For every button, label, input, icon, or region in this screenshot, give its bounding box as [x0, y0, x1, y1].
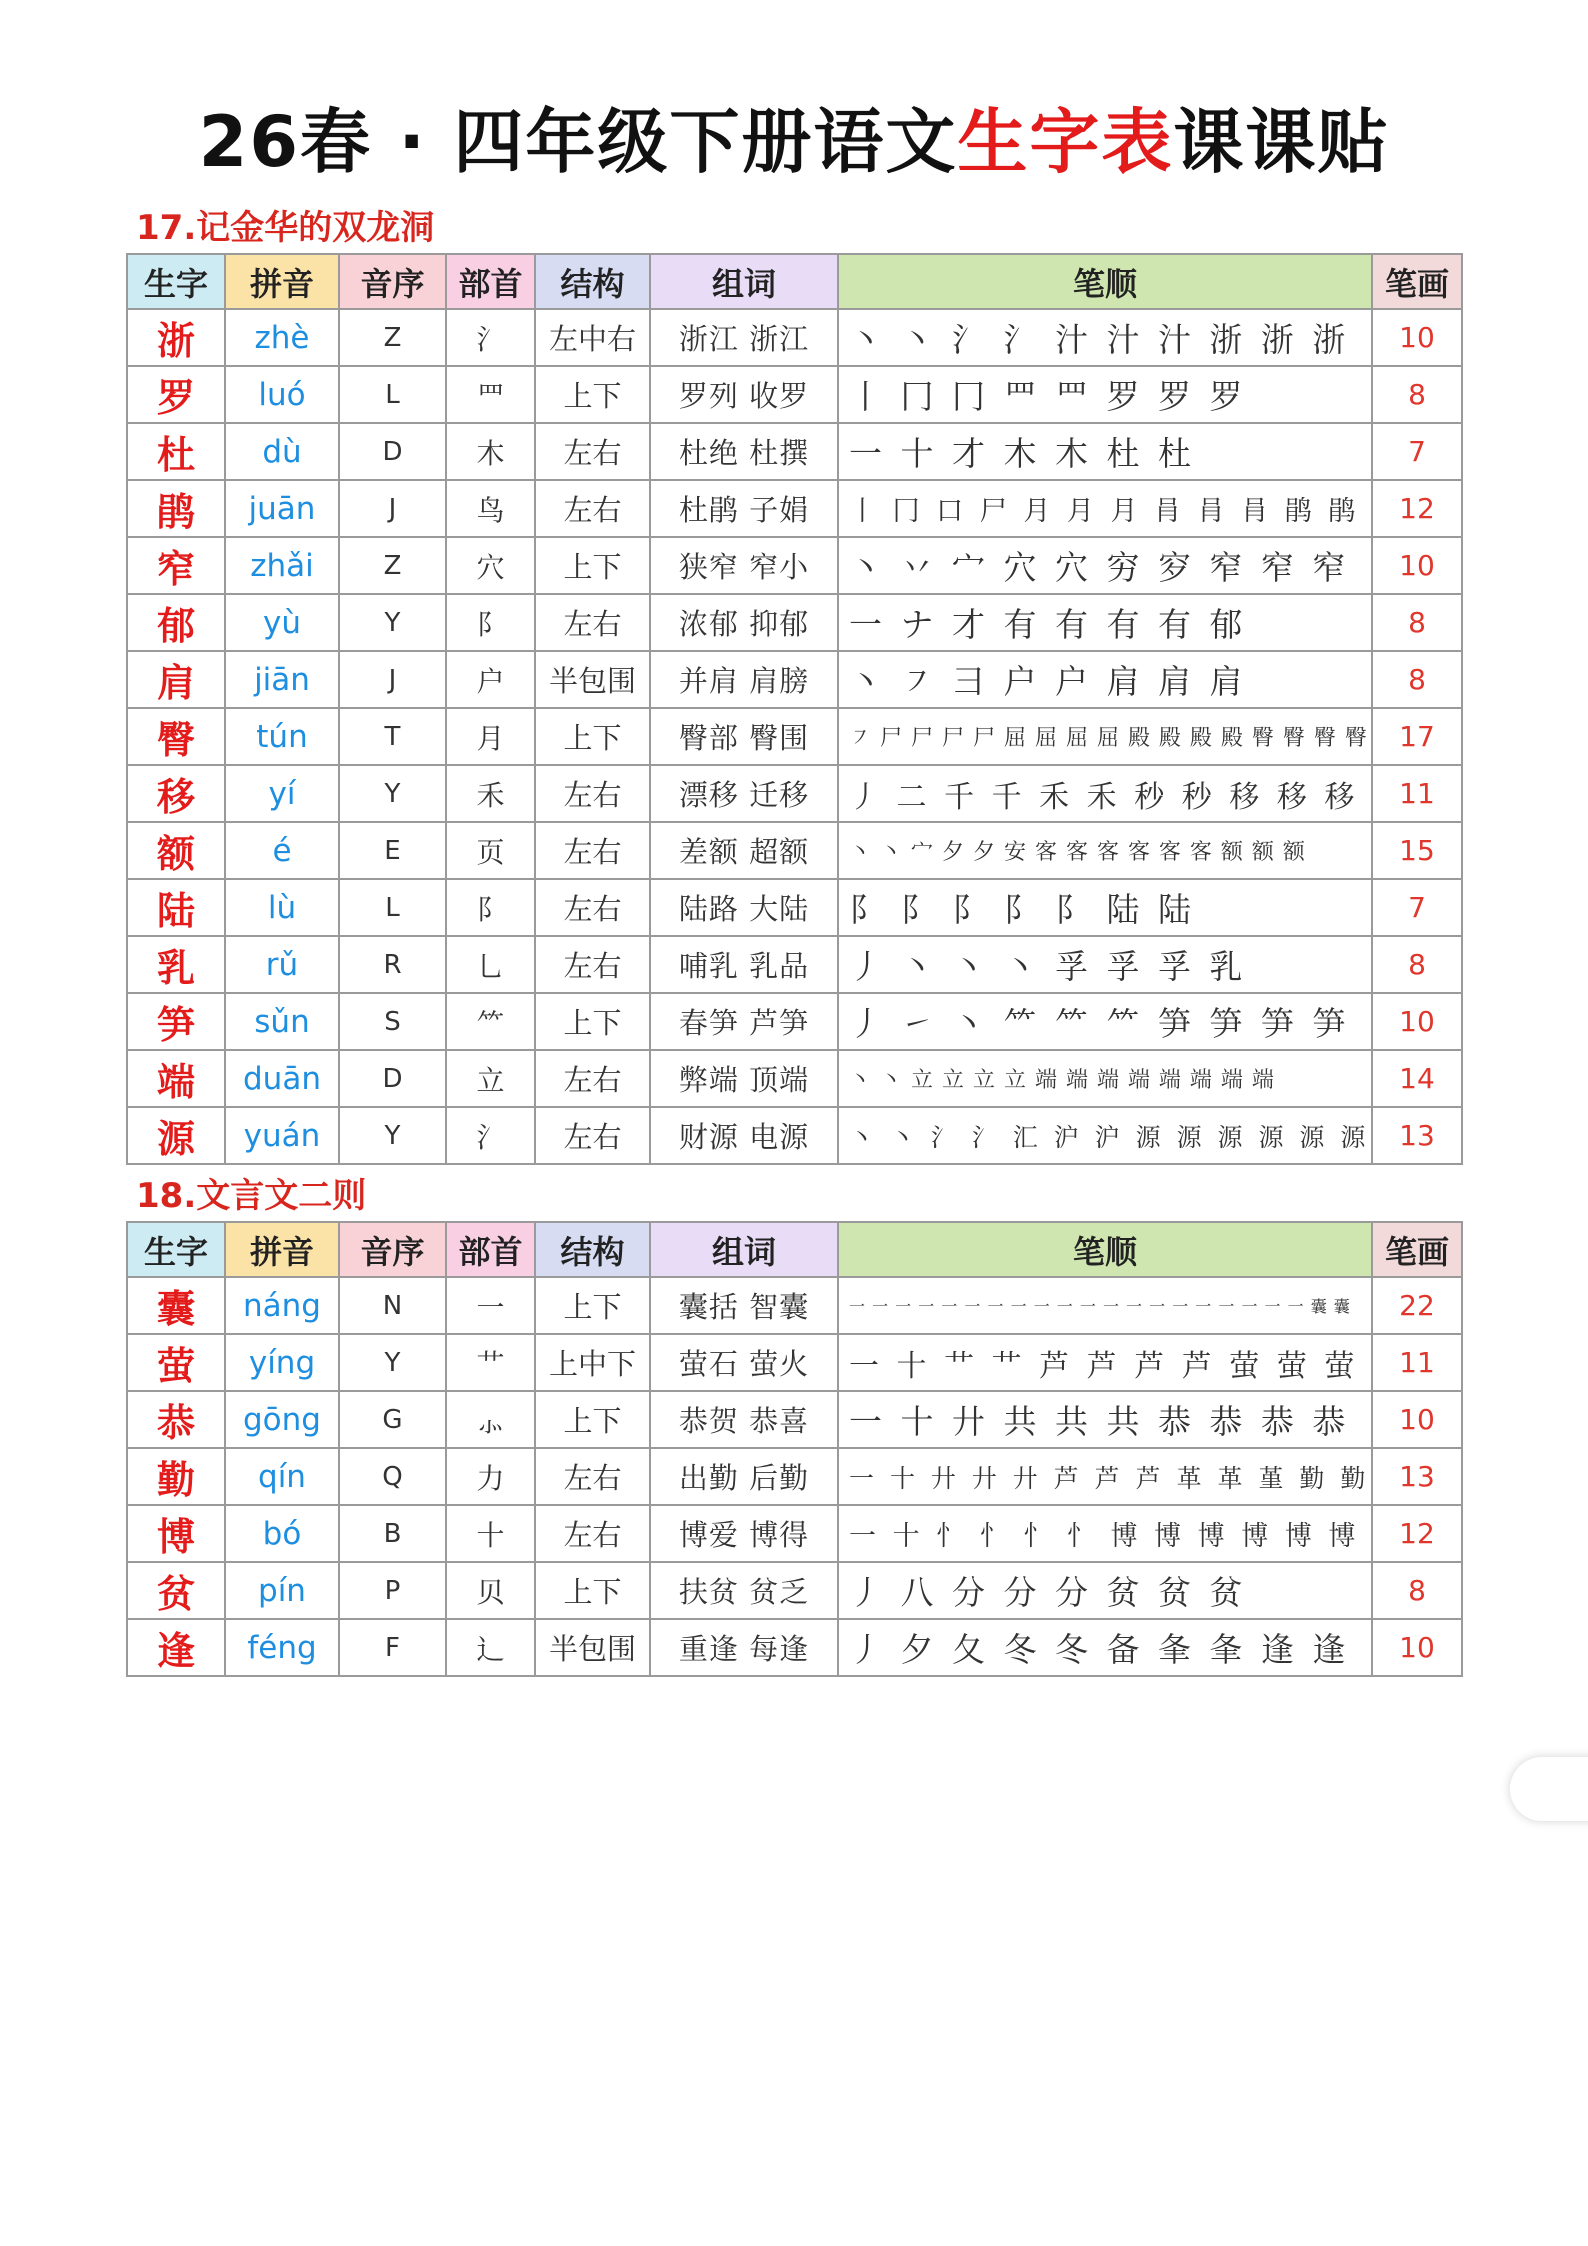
- char-cell: 囊: [127, 1277, 225, 1334]
- char-cell: 恭: [127, 1391, 225, 1448]
- yinxu-cell: J: [339, 480, 446, 537]
- stroke-order-cell: 一 ナ 才 有 有 有 有 郁: [838, 594, 1372, 651]
- structure-cell: 左右: [535, 1050, 650, 1107]
- yinxu-cell: D: [339, 1050, 446, 1107]
- structure-cell: 左右: [535, 480, 650, 537]
- words-cell: 臀部 臀围: [650, 708, 838, 765]
- words-cell: 并肩 肩膀: [650, 651, 838, 708]
- header-bihua: 笔画: [1372, 254, 1462, 309]
- header-pinyin: 拼音: [225, 254, 339, 309]
- table-row: [127, 936, 1462, 993]
- table-row: [127, 879, 1462, 936]
- pinyin-cell: pín: [225, 1562, 339, 1619]
- title-part2: 课课贴: [1173, 101, 1390, 183]
- pinyin-cell: sǔn: [225, 993, 339, 1050]
- header-zi: 生字: [127, 254, 225, 309]
- bushou-cell: ⺮: [446, 993, 535, 1050]
- pinyin-cell: yí: [225, 765, 339, 822]
- yinxu-cell: J: [339, 651, 446, 708]
- structure-cell: 左右: [535, 936, 650, 993]
- yinxu-cell: N: [339, 1277, 446, 1334]
- pinyin-cell: juān: [225, 480, 339, 537]
- bushou-cell: 页: [446, 822, 535, 879]
- table-row: [127, 423, 1462, 480]
- yinxu-cell: Z: [339, 309, 446, 366]
- pinyin-cell: bó: [225, 1505, 339, 1562]
- pinyin-cell: zhǎi: [225, 537, 339, 594]
- char-cell: 源: [127, 1107, 225, 1164]
- bushou-cell: 氵: [446, 1107, 535, 1164]
- bushou-cell: 户: [446, 651, 535, 708]
- pinyin-cell: féng: [225, 1619, 339, 1676]
- pinyin-cell: duān: [225, 1050, 339, 1107]
- yinxu-cell: Y: [339, 765, 446, 822]
- pinyin-cell: rǔ: [225, 936, 339, 993]
- words-cell: 弊端 顶端: [650, 1050, 838, 1107]
- bushou-cell: 禾: [446, 765, 535, 822]
- header-bushou: 部首: [446, 254, 535, 309]
- table-row: [127, 1334, 1462, 1391]
- pinyin-cell: dù: [225, 423, 339, 480]
- structure-cell: 左右: [535, 879, 650, 936]
- words-cell: 狭窄 窄小: [650, 537, 838, 594]
- words-cell: 杜鹃 子娟: [650, 480, 838, 537]
- structure-cell: 上下: [535, 1277, 650, 1334]
- stroke-order-cell: 丶 丶 氵 氵 汇 沪 沪 源 源 源 源 源 源: [838, 1107, 1372, 1164]
- stroke-order-cell: 一 十 忄 忄 忄 忄 博 博 博 博 博 博: [838, 1505, 1372, 1562]
- char-cell: 乳: [127, 936, 225, 993]
- stroke-order-cell: 阝 阝 阝 阝 阝 陆 陆: [838, 879, 1372, 936]
- stroke-order-cell: 丿 夕 夂 冬 冬 备 夆 夆 逢 逢: [838, 1619, 1372, 1676]
- table-row: [127, 366, 1462, 423]
- words-cell: 哺乳 乳品: [650, 936, 838, 993]
- stroke-order-cell: 丿 八 分 分 分 贫 贫 贫: [838, 1562, 1372, 1619]
- title-highlight: 生字表: [957, 101, 1174, 183]
- pinyin-cell: yù: [225, 594, 339, 651]
- table-row: [127, 651, 1462, 708]
- char-cell: 萤: [127, 1334, 225, 1391]
- words-cell: 陆路 大陆: [650, 879, 838, 936]
- table-row: [127, 537, 1462, 594]
- pinyin-cell: jiān: [225, 651, 339, 708]
- stroke-count-cell: 22: [1372, 1277, 1462, 1334]
- char-cell: 逢: [127, 1619, 225, 1676]
- bushou-cell: 木: [446, 423, 535, 480]
- char-cell: 窄: [127, 537, 225, 594]
- stroke-order-cell: 丿 ㇀ 丶 ⺮ ⺮ ⺮ 笋 笋 笋 笋: [838, 993, 1372, 1050]
- header-pinyin: 拼音: [225, 1222, 339, 1277]
- yinxu-cell: L: [339, 366, 446, 423]
- character-table-18: [126, 1221, 1463, 1677]
- pinyin-cell: náng: [225, 1277, 339, 1334]
- page-title: [0, 86, 1588, 187]
- header-zi: 生字: [127, 1222, 225, 1277]
- stroke-count-cell: 12: [1372, 1505, 1462, 1562]
- stroke-count-cell: 14: [1372, 1050, 1462, 1107]
- table-row: [127, 1505, 1462, 1562]
- words-cell: 出勤 后勤: [650, 1448, 838, 1505]
- char-cell: 肩: [127, 651, 225, 708]
- stroke-count-cell: 12: [1372, 480, 1462, 537]
- yinxu-cell: Z: [339, 537, 446, 594]
- stroke-order-cell: ㇇ 尸 尸 尸 尸 屈 屈 屈 屈 殿 殿 殿 殿 臀 臀 臀 臀: [838, 708, 1372, 765]
- char-cell: 陆: [127, 879, 225, 936]
- pinyin-cell: gōng: [225, 1391, 339, 1448]
- words-cell: 浓郁 抑郁: [650, 594, 838, 651]
- stroke-order-cell: 丶 丶 立 立 立 立 端 端 端 端 端 端 端 端: [838, 1050, 1372, 1107]
- structure-cell: 上下: [535, 1391, 650, 1448]
- bushou-cell: 立: [446, 1050, 535, 1107]
- yinxu-cell: Y: [339, 594, 446, 651]
- structure-cell: 左右: [535, 765, 650, 822]
- char-cell: 浙: [127, 309, 225, 366]
- table-row: [127, 594, 1462, 651]
- stroke-order-cell: 丿 二 千 千 禾 禾 秒 秒 移 移 移: [838, 765, 1372, 822]
- structure-cell: 半包围: [535, 1619, 650, 1676]
- char-cell: 移: [127, 765, 225, 822]
- bushou-cell: 氵: [446, 309, 535, 366]
- stroke-order-cell: 丨 冂 冂 罒 罒 罗 罗 罗: [838, 366, 1372, 423]
- stroke-count-cell: 8: [1372, 936, 1462, 993]
- table-header-row: [127, 254, 1462, 309]
- bushou-cell: 阝: [446, 594, 535, 651]
- stroke-count-cell: 17: [1372, 708, 1462, 765]
- char-cell: 鹃: [127, 480, 225, 537]
- structure-cell: 上下: [535, 993, 650, 1050]
- structure-cell: 上下: [535, 708, 650, 765]
- stroke-count-cell: 7: [1372, 879, 1462, 936]
- table-row: [127, 1050, 1462, 1107]
- stroke-order-cell: 一 十 艹 艹 芦 芦 芦 芦 萤 萤 萤: [838, 1334, 1372, 1391]
- table-row: [127, 1277, 1462, 1334]
- bushou-cell: 力: [446, 1448, 535, 1505]
- stroke-order-cell: 丨 冂 口 尸 月 月 月 肙 肙 肙 鹃 鹃: [838, 480, 1372, 537]
- yinxu-cell: D: [339, 423, 446, 480]
- structure-cell: 上下: [535, 537, 650, 594]
- bushou-cell: 阝: [446, 879, 535, 936]
- char-cell: 杜: [127, 423, 225, 480]
- words-cell: 浙江 浙江: [650, 309, 838, 366]
- stroke-order-cell: 丿 丶 丶 丶 孚 孚 孚 乳: [838, 936, 1372, 993]
- structure-cell: 左中右: [535, 309, 650, 366]
- table-row: [127, 480, 1462, 537]
- words-cell: 漂移 迁移: [650, 765, 838, 822]
- header-yinxu: 音序: [339, 1222, 446, 1277]
- pinyin-cell: qín: [225, 1448, 339, 1505]
- words-cell: 重逢 每逢: [650, 1619, 838, 1676]
- char-cell: 贫: [127, 1562, 225, 1619]
- character-table-17: [126, 253, 1463, 1165]
- stroke-count-cell: 10: [1372, 537, 1462, 594]
- stroke-order-cell: 一 十 廾 廾 廾 芦 芦 芦 革 革 堇 勤 勤: [838, 1448, 1372, 1505]
- table-row: [127, 822, 1462, 879]
- yinxu-cell: Q: [339, 1448, 446, 1505]
- side-float-tab[interactable]: [1510, 1757, 1588, 1821]
- words-cell: 囊括 智囊: [650, 1277, 838, 1334]
- bushou-cell: 穴: [446, 537, 535, 594]
- bushou-cell: 贝: [446, 1562, 535, 1619]
- words-cell: 恭贺 恭喜: [650, 1391, 838, 1448]
- yinxu-cell: Y: [339, 1107, 446, 1164]
- yinxu-cell: S: [339, 993, 446, 1050]
- pinyin-cell: zhè: [225, 309, 339, 366]
- yinxu-cell: B: [339, 1505, 446, 1562]
- header-zuci: 组词: [650, 254, 838, 309]
- stroke-order-cell: 丶 ㇇ 彐 户 户 肩 肩 肩: [838, 651, 1372, 708]
- words-cell: 差额 超额: [650, 822, 838, 879]
- structure-cell: 左右: [535, 1448, 650, 1505]
- table-row: [127, 1448, 1462, 1505]
- stroke-count-cell: 8: [1372, 651, 1462, 708]
- header-bishun: 笔顺: [838, 1222, 1372, 1277]
- yinxu-cell: F: [339, 1619, 446, 1676]
- structure-cell: 左右: [535, 594, 650, 651]
- table-header-row: [127, 1222, 1462, 1277]
- yinxu-cell: T: [339, 708, 446, 765]
- header-bihua: 笔画: [1372, 1222, 1462, 1277]
- stroke-count-cell: 10: [1372, 993, 1462, 1050]
- table-row: [127, 1107, 1462, 1164]
- pinyin-cell: luó: [225, 366, 339, 423]
- char-cell: 端: [127, 1050, 225, 1107]
- stroke-count-cell: 8: [1372, 1562, 1462, 1619]
- bushou-cell: 罒: [446, 366, 535, 423]
- table-row: [127, 1391, 1462, 1448]
- structure-cell: 左右: [535, 1505, 650, 1562]
- stroke-count-cell: 13: [1372, 1448, 1462, 1505]
- stroke-order-cell: 一 一 一 一 一 一 一 一 一 一 一 一 一 一 一 一 一 一 一 一 囊 囊: [838, 1277, 1372, 1334]
- stroke-count-cell: 13: [1372, 1107, 1462, 1164]
- lesson-title-17: 17.记金华的双龙洞: [136, 208, 435, 248]
- yinxu-cell: P: [339, 1562, 446, 1619]
- table-row: [127, 309, 1462, 366]
- table-row: [127, 765, 1462, 822]
- char-cell: 笋: [127, 993, 225, 1050]
- stroke-count-cell: 10: [1372, 1391, 1462, 1448]
- structure-cell: 上中下: [535, 1334, 650, 1391]
- bushou-cell: 月: [446, 708, 535, 765]
- header-jiegou: 结构: [535, 254, 650, 309]
- bushou-cell: 一: [446, 1277, 535, 1334]
- header-bushou: 部首: [446, 1222, 535, 1277]
- char-cell: 博: [127, 1505, 225, 1562]
- lesson-title-18: 18.文言文二则: [136, 1176, 367, 1216]
- structure-cell: 半包围: [535, 651, 650, 708]
- char-cell: 郁: [127, 594, 225, 651]
- pinyin-cell: tún: [225, 708, 339, 765]
- stroke-order-cell: 一 十 廾 共 共 共 恭 恭 恭 恭: [838, 1391, 1372, 1448]
- table-row: [127, 993, 1462, 1050]
- bushou-cell: 鸟: [446, 480, 535, 537]
- header-bishun: 笔顺: [838, 254, 1372, 309]
- char-cell: 罗: [127, 366, 225, 423]
- words-cell: 春笋 芦笋: [650, 993, 838, 1050]
- words-cell: 杜绝 杜撰: [650, 423, 838, 480]
- bushou-cell: 十: [446, 1505, 535, 1562]
- bushou-cell: 乚: [446, 936, 535, 993]
- table-row: [127, 1619, 1462, 1676]
- words-cell: 博爱 博得: [650, 1505, 838, 1562]
- yinxu-cell: G: [339, 1391, 446, 1448]
- bushou-cell: 艹: [446, 1334, 535, 1391]
- header-yinxu: 音序: [339, 254, 446, 309]
- pinyin-cell: é: [225, 822, 339, 879]
- structure-cell: 左右: [535, 822, 650, 879]
- bushou-cell: ⺗: [446, 1391, 535, 1448]
- stroke-order-cell: 丶 丶 宀 夕 夕 安 客 客 客 客 客 客 额 额 额: [838, 822, 1372, 879]
- bushou-cell: 辶: [446, 1619, 535, 1676]
- structure-cell: 上下: [535, 366, 650, 423]
- pinyin-cell: lù: [225, 879, 339, 936]
- header-zuci: 组词: [650, 1222, 838, 1277]
- stroke-count-cell: 11: [1372, 765, 1462, 822]
- char-cell: 额: [127, 822, 225, 879]
- structure-cell: 左右: [535, 1107, 650, 1164]
- stroke-count-cell: 15: [1372, 822, 1462, 879]
- words-cell: 萤石 萤火: [650, 1334, 838, 1391]
- table-row: [127, 1562, 1462, 1619]
- char-cell: 勤: [127, 1448, 225, 1505]
- stroke-order-cell: 丶 丷 宀 穴 穴 穷 穸 窄 窄 窄: [838, 537, 1372, 594]
- stroke-count-cell: 8: [1372, 366, 1462, 423]
- stroke-count-cell: 10: [1372, 309, 1462, 366]
- stroke-count-cell: 7: [1372, 423, 1462, 480]
- yinxu-cell: Y: [339, 1334, 446, 1391]
- header-jiegou: 结构: [535, 1222, 650, 1277]
- yinxu-cell: E: [339, 822, 446, 879]
- title-part1: 26春 · 四年级下册语文: [198, 101, 958, 183]
- stroke-order-cell: 一 十 才 木 木 杜 杜: [838, 423, 1372, 480]
- pinyin-cell: yíng: [225, 1334, 339, 1391]
- stroke-count-cell: 8: [1372, 594, 1462, 651]
- structure-cell: 左右: [535, 423, 650, 480]
- stroke-count-cell: 10: [1372, 1619, 1462, 1676]
- table-row: [127, 708, 1462, 765]
- words-cell: 扶贫 贫乏: [650, 1562, 838, 1619]
- structure-cell: 上下: [535, 1562, 650, 1619]
- yinxu-cell: R: [339, 936, 446, 993]
- stroke-count-cell: 11: [1372, 1334, 1462, 1391]
- yinxu-cell: L: [339, 879, 446, 936]
- pinyin-cell: yuán: [225, 1107, 339, 1164]
- words-cell: 罗列 收罗: [650, 366, 838, 423]
- words-cell: 财源 电源: [650, 1107, 838, 1164]
- stroke-order-cell: 丶 丶 氵 氵 汁 汁 汁 浙 浙 浙: [838, 309, 1372, 366]
- char-cell: 臀: [127, 708, 225, 765]
